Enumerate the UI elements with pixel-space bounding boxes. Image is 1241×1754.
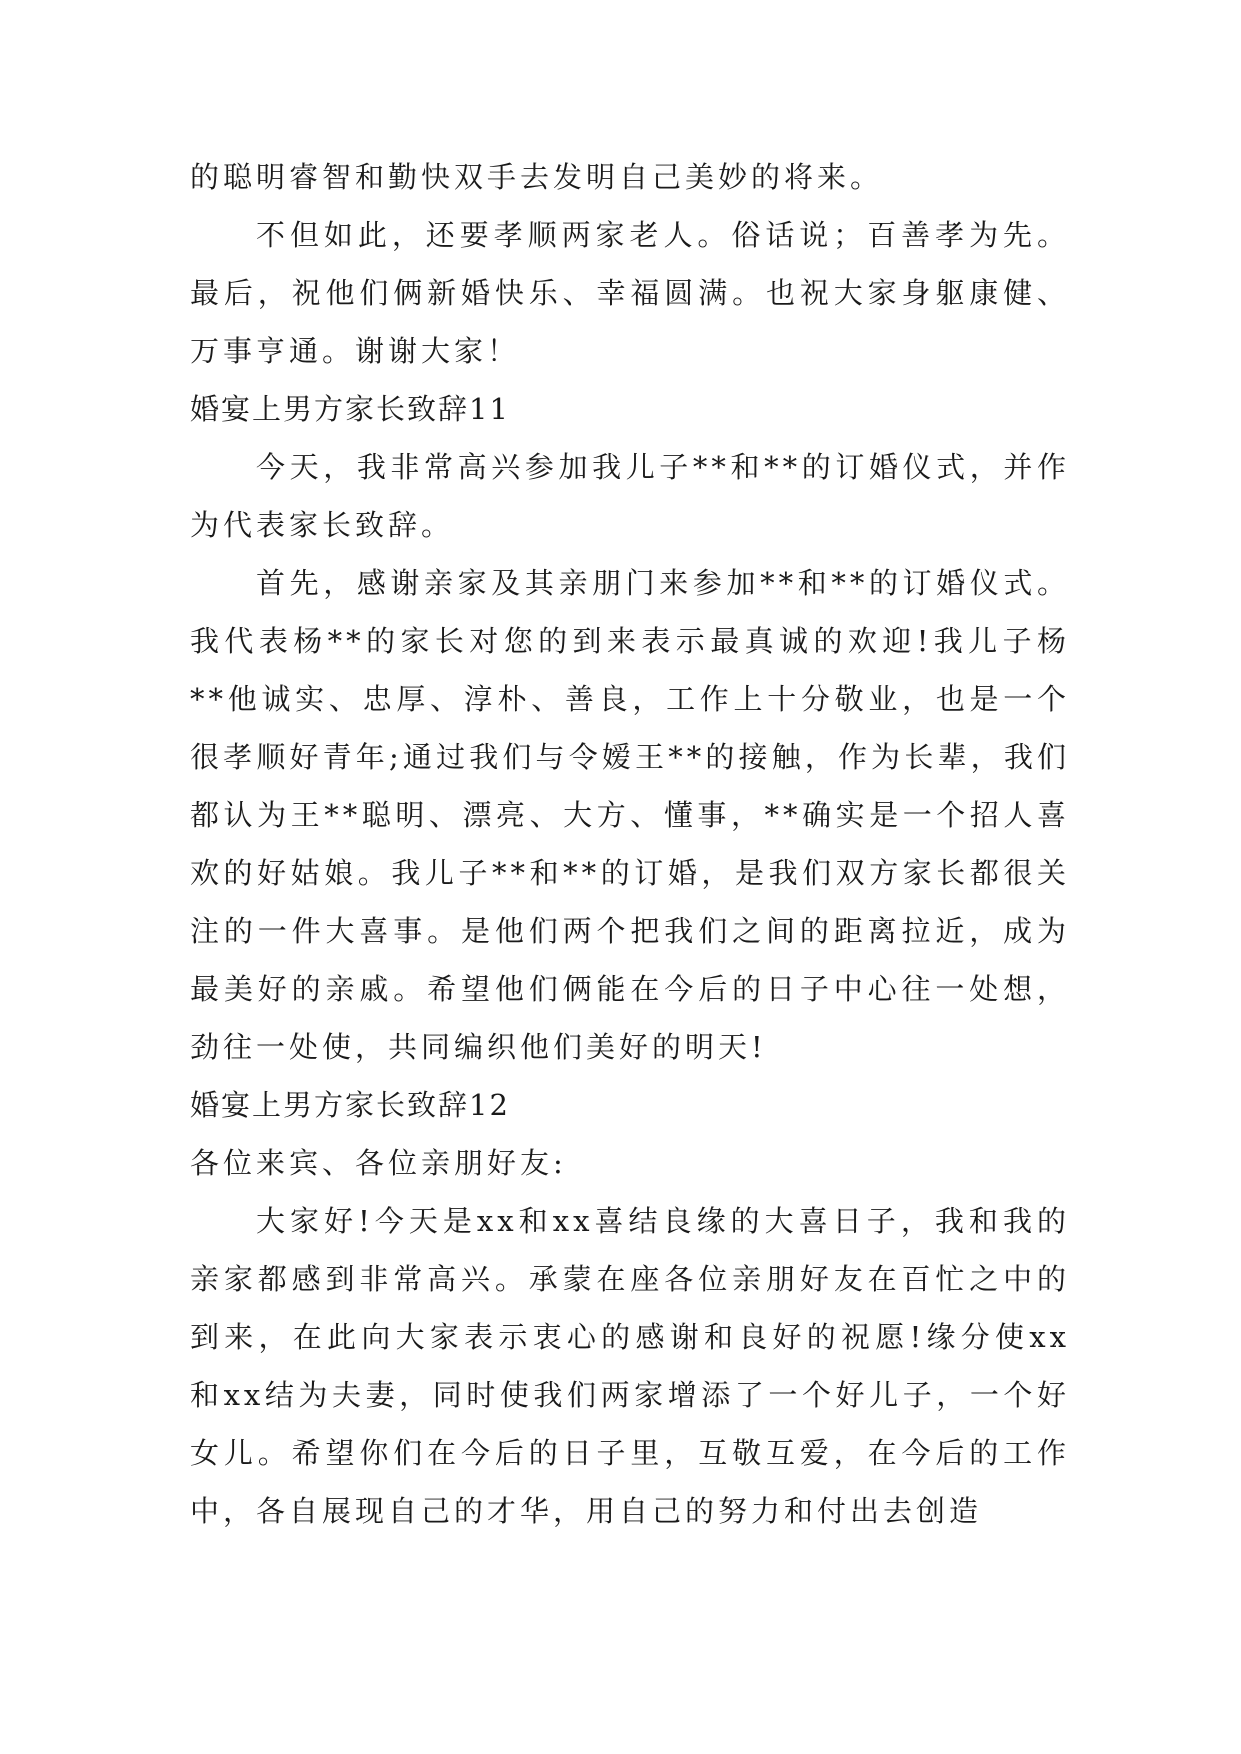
paragraph: 的聪明睿智和勤快双手去发明自己美妙的将来。 xyxy=(190,160,884,194)
paragraph: 大家好!今天是xx和xx喜结良缘的大喜日子，我和我的亲家都感到非常高兴。承蒙在座各位亲朋好友在百忙之中的到来，在此向大家表示衷心的感谢和良好的祝愿!缘分使xx和xx结为夫妻，同时使我们两家增添了一个好儿子，一个好女儿。希望你们在今后的日子里，互敬互爱，在今后的工作中，各自展现自己的才华，用自己的努力和付出去创造 xyxy=(190,1204,1070,1528)
section-heading: 婚宴上男方家长致辞11 xyxy=(190,392,510,426)
paragraph: 首先，感谢亲家及其亲朋门来参加**和**的订婚仪式。我代表杨**的家长对您的到来表示最真诚的欢迎!我儿子杨**他诚实、忠厚、淳朴、善良，工作上十分敬业，也是一个很孝顺好青年;通过我们与令嫒王**的接触，作为长辈，我们都认为王**聪明、漂亮、大方、懂事，**确实是一个招人喜欢的好姑娘。我儿子**和**的订婚，是我们双方家长都很关注的一件大喜事。是他们两个把我们之间的距离拉近，成为最美好的亲戚。希望他们俩能在今后的日子中心往一处想，劲往一处使，共同编织他们美好的明天! xyxy=(190,566,1070,1064)
document-page xyxy=(190,148,1070,1540)
paragraph: 不但如此，还要孝顺两家老人。俗话说；百善孝为先。最后，祝他们俩新婚快乐、幸福圆满。也祝大家身躯康健、万事亨通。谢谢大家！ xyxy=(190,218,1070,368)
section-heading: 婚宴上男方家长致辞12 xyxy=(190,1088,510,1122)
salutation: 各位来宾、各位亲朋好友: xyxy=(190,1146,567,1180)
paragraph: 今天，我非常高兴参加我儿子**和**的订婚仪式，并作为代表家长致辞。 xyxy=(190,450,1070,542)
